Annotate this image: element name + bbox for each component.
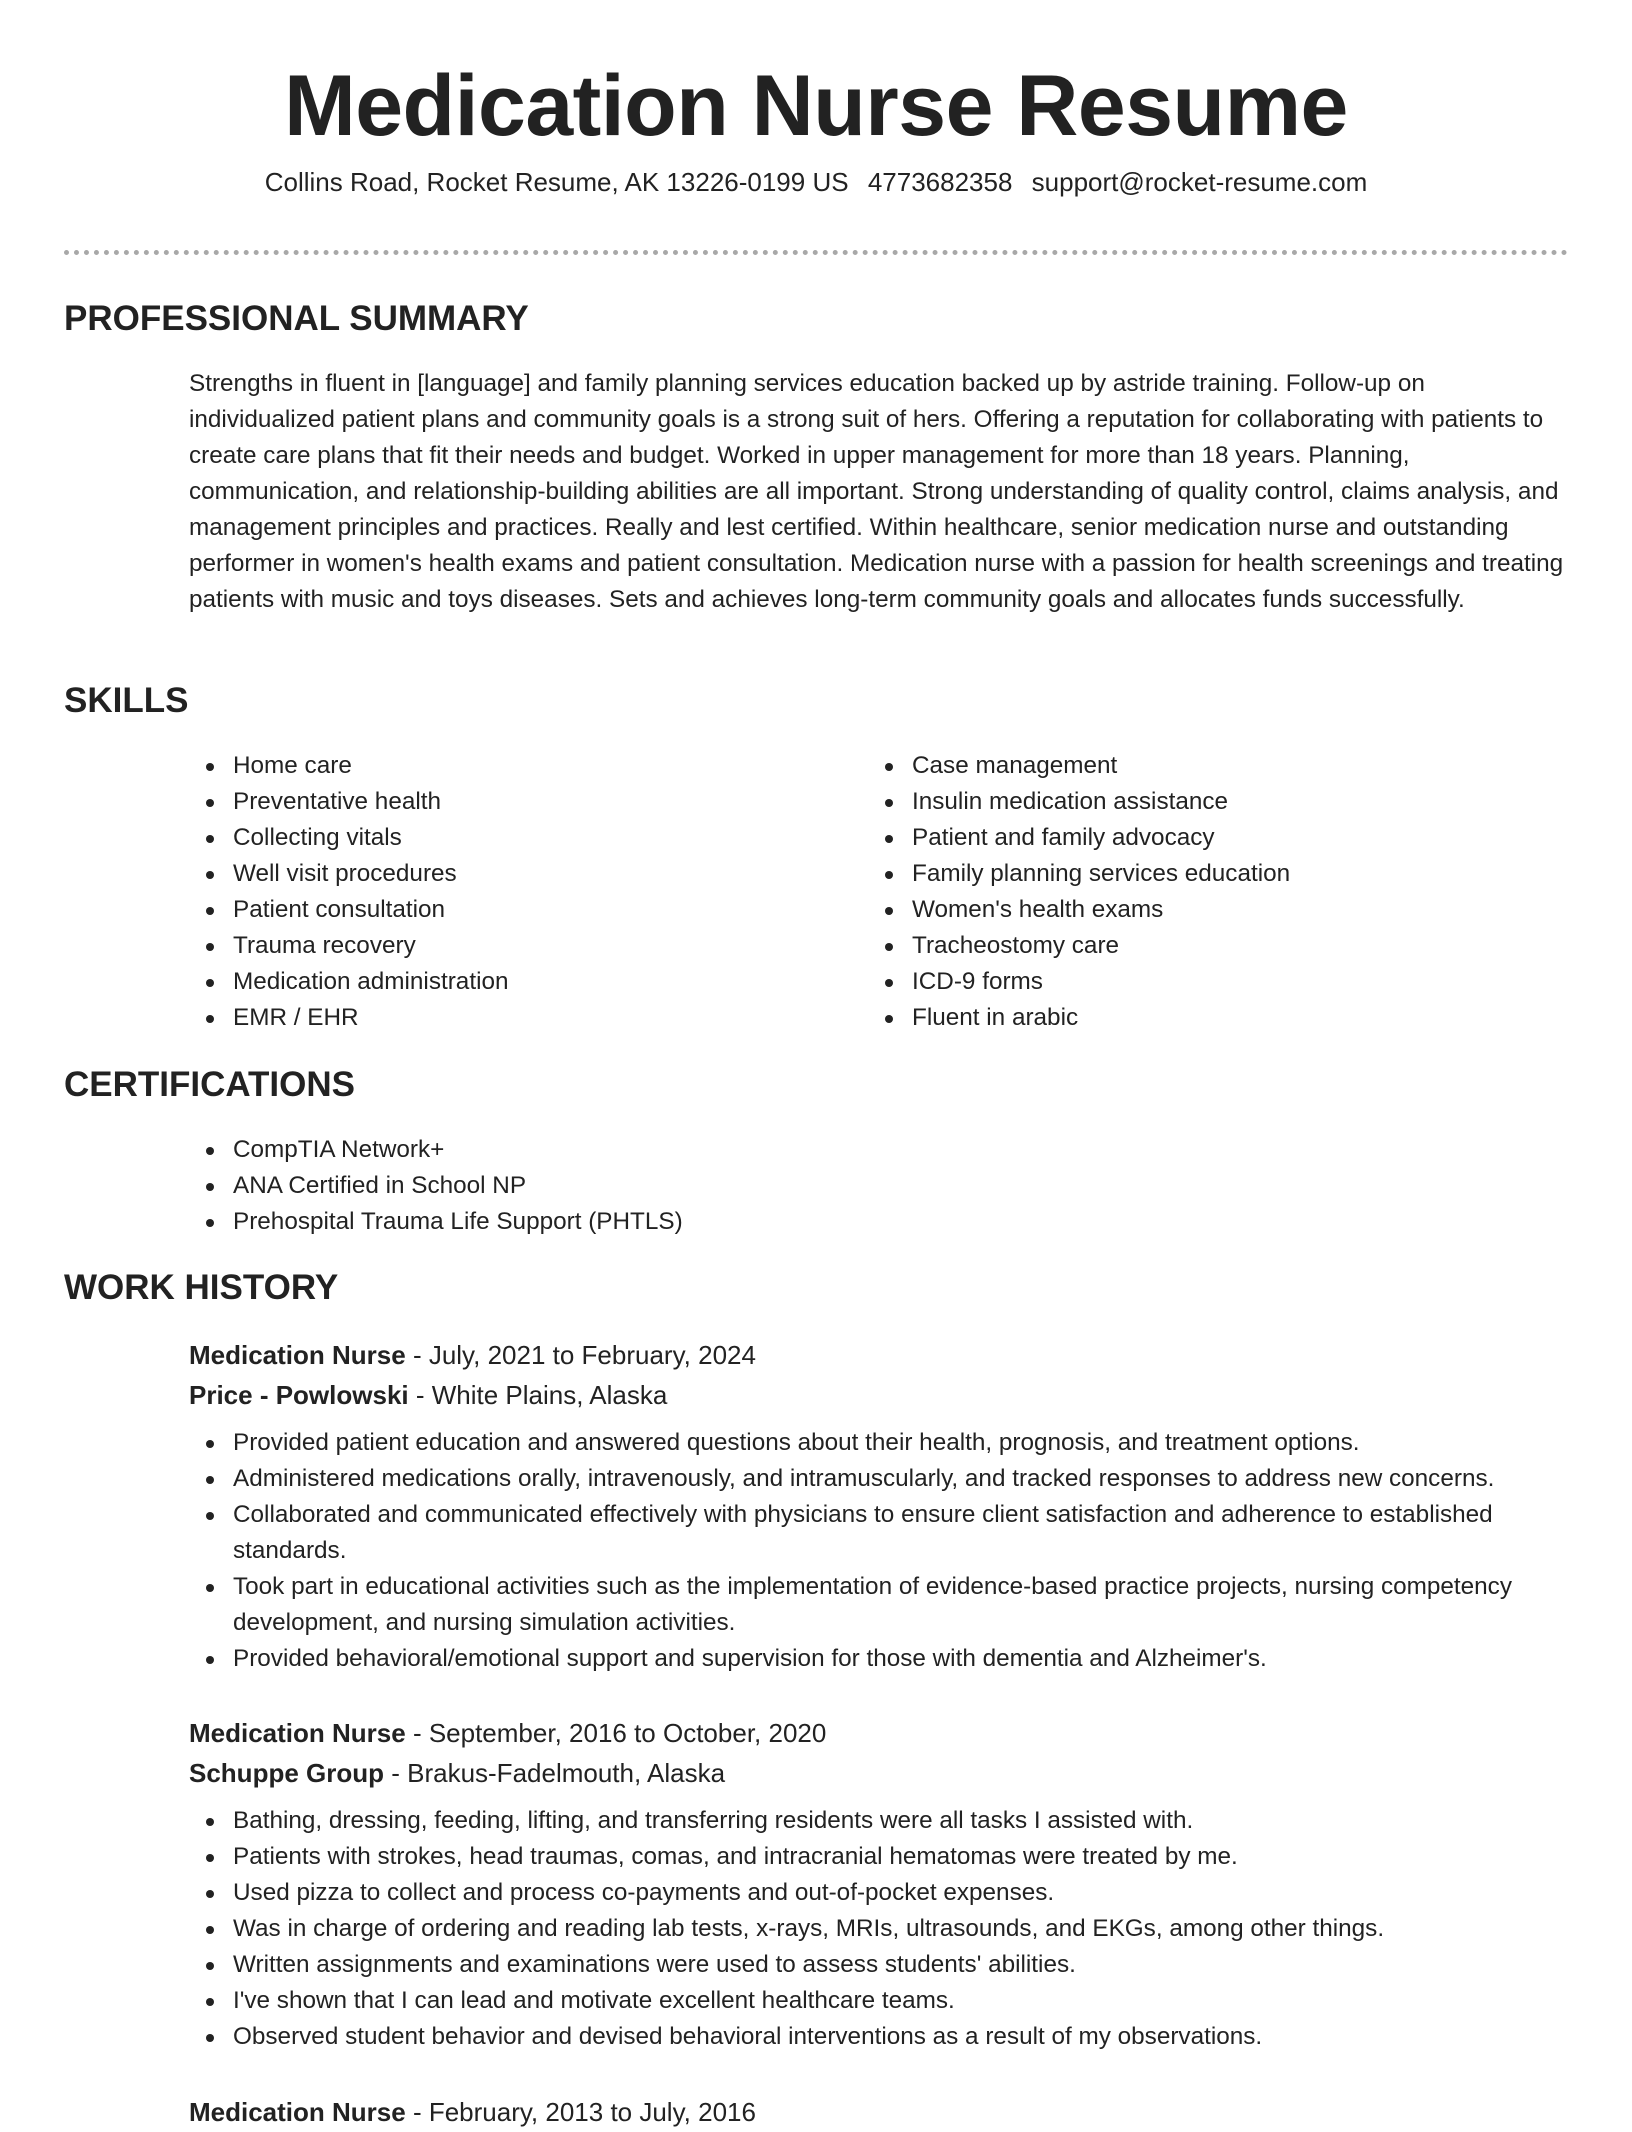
certifications-list xyxy=(189,1132,1569,1240)
skill-item: Patient and family advocacy xyxy=(868,820,1568,856)
skill-item: Family planning services education xyxy=(868,856,1568,892)
job-title: Medication Nurse xyxy=(189,1718,406,1748)
contact-phone: 4773682358 xyxy=(867,167,1013,197)
job-company-line xyxy=(189,1375,1569,1415)
job-location: - Brakus-Fadelmouth, Alaska xyxy=(384,1758,726,1788)
job-bullet: I've shown that I can lead and motivate excellent healthcare teams. xyxy=(189,1983,1569,2019)
section-title-work-history: WORK HISTORY xyxy=(64,1268,339,1307)
certification-item: ANA Certified in School NP xyxy=(189,1168,1569,1204)
skill-item: Collecting vitals xyxy=(189,820,839,856)
skill-item: Home care xyxy=(189,748,839,784)
contact-address: Collins Road, Rocket Resume, AK 13226-0199 US xyxy=(264,167,849,197)
header-divider xyxy=(64,250,1568,255)
job-dates: - September, 2016 to October, 2020 xyxy=(405,1718,827,1748)
job-title-line xyxy=(189,1335,1569,1375)
contact-line xyxy=(0,162,1632,202)
skill-item: Patient consultation xyxy=(189,892,839,928)
job-bullet: Bathing, dressing, feeding, lifting, and transferring residents were all tasks I assisted with. xyxy=(189,1803,1569,1839)
skill-item: Tracheostomy care xyxy=(868,928,1568,964)
skill-item: EMR / EHR xyxy=(189,1000,839,1036)
job-entry xyxy=(189,1713,1569,2055)
skill-item: Medication administration xyxy=(189,964,839,1000)
job-bullets xyxy=(189,1803,1569,2055)
section-title-skills: SKILLS xyxy=(64,681,189,720)
job-location: - White Plains, Alaska xyxy=(408,1380,668,1410)
job-title: Medication Nurse xyxy=(189,2097,406,2127)
job-bullet: Provided behavioral/emotional support and supervision for those with dementia and Alzheimer's. xyxy=(189,1641,1569,1677)
job-company: Price - Powlowski xyxy=(189,1380,409,1410)
job-bullet: Provided patient education and answered questions about their health, prognosis, and treatment options. xyxy=(189,1425,1569,1461)
job-bullet: Collaborated and communicated effectively with physicians to ensure client satisfaction and adherence to established standards. xyxy=(189,1497,1569,1569)
skill-item: Fluent in arabic xyxy=(868,1000,1568,1036)
job-dates: - February, 2013 to July, 2016 xyxy=(405,2097,756,2127)
job-title-line xyxy=(189,2092,1569,2132)
skill-item: Insulin medication assistance xyxy=(868,784,1568,820)
skill-item: Preventative health xyxy=(189,784,839,820)
job-company: Schuppe Group xyxy=(189,1758,384,1788)
summary-text: Strengths in fluent in [language] and family planning services education backed up by astride training. Follow-up on individualized patient plans and community goals is a strong suit of hers. Offering a reputation for collaborating with patients to create care plans that fit their needs and budget. Worked in upper management for more than 18 years. Planning, communication, and relationship-building abilities are all important. Strong understanding of quality control, claims analysis, and management principles and practices. Really and lest certified. Within healthcare, senior medication nurse and outstanding performer in women's health exams and patient consultation. Medication nurse with a passion for health screenings and treating patients with music and toys diseases. Sets and achieves long-term community goals and allocates funds successfully. xyxy=(189,370,1564,613)
job-entry xyxy=(189,1335,1569,1677)
section-title-summary: PROFESSIONAL SUMMARY xyxy=(64,299,529,338)
job-bullet: Written assignments and examinations were used to assess students' abilities. xyxy=(189,1947,1569,1983)
job-bullet: Patients with strokes, head traumas, comas, and intracranial hematomas were treated by me. xyxy=(189,1839,1569,1875)
job-bullet: Administered medications orally, intravenously, and intramuscularly, and tracked responses to address new concerns. xyxy=(189,1461,1569,1497)
skill-item: Women's health exams xyxy=(868,892,1568,928)
job-bullet: Observed student behavior and devised behavioral interventions as a result of my observations. xyxy=(189,2019,1569,2055)
contact-email: support@rocket-resume.com xyxy=(1031,167,1368,197)
skills-list-right xyxy=(868,748,1568,1036)
job-bullet: Took part in educational activities such as the implementation of evidence-based practice projects, nursing competency development, and nursing simulation activities. xyxy=(189,1569,1569,1641)
job-entry xyxy=(189,2092,1569,2132)
job-title-line xyxy=(189,1713,1569,1753)
skill-item: Trauma recovery xyxy=(189,928,839,964)
skills-list-left xyxy=(189,748,839,1036)
certification-item: CompTIA Network+ xyxy=(189,1132,1569,1168)
job-company-line xyxy=(189,1753,1569,1793)
job-dates: - July, 2021 to February, 2024 xyxy=(405,1340,756,1370)
job-bullet: Used pizza to collect and process co-payments and out-of-pocket expenses. xyxy=(189,1875,1569,1911)
job-bullets xyxy=(189,1425,1569,1677)
skill-item: ICD-9 forms xyxy=(868,964,1568,1000)
job-bullet: Was in charge of ordering and reading lab tests, x-rays, MRIs, ultrasounds, and EKGs, among other things. xyxy=(189,1911,1569,1947)
section-title-certifications: CERTIFICATIONS xyxy=(64,1065,356,1104)
certification-item: Prehospital Trauma Life Support (PHTLS) xyxy=(189,1204,1569,1240)
resume-title: Medication Nurse Resume xyxy=(284,58,1348,154)
skill-item: Well visit procedures xyxy=(189,856,839,892)
skill-item: Case management xyxy=(868,748,1568,784)
job-title: Medication Nurse xyxy=(189,1340,406,1370)
